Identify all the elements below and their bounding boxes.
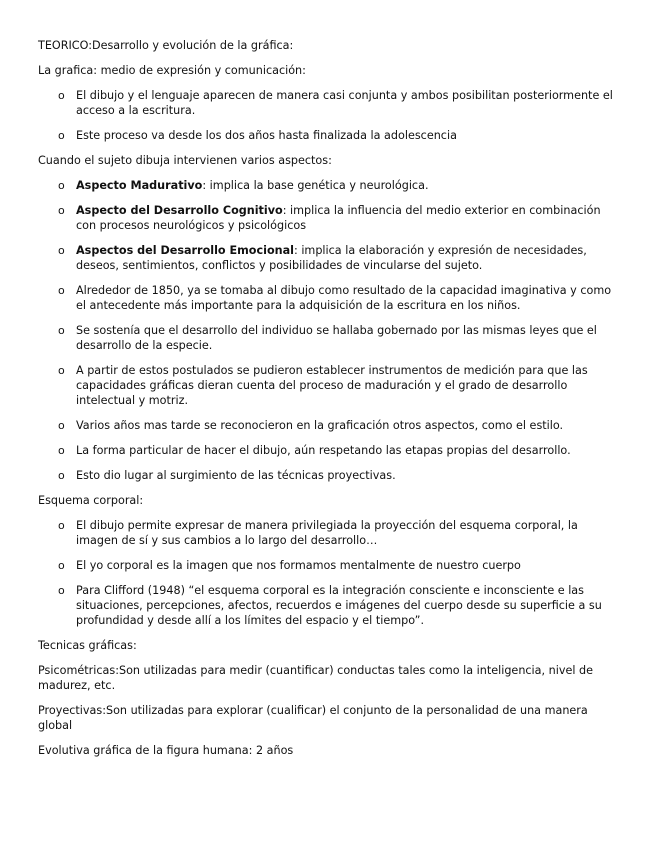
bullet-circle-icon: o (58, 469, 65, 482)
bullet-circle-icon: o (58, 179, 65, 192)
bold-term: Aspecto Madurativo (76, 179, 203, 192)
list-item-text: Esto dio lugar al surgimiento de las técnicas proyectivas. (76, 469, 396, 482)
document-body (38, 38, 620, 768)
list-item-text: El yo corporal es la imagen que nos formamos mentalmente de nuestro cuerpo (76, 559, 521, 572)
list-item-text: : implica la base genética y neurológica. (202, 179, 429, 192)
bullet-circle-icon: o (58, 244, 65, 257)
list-item (58, 178, 620, 193)
list-item-text: Este proceso va desde los dos años hasta finalizada la adolescencia (76, 129, 457, 142)
list-item (58, 583, 620, 628)
paragraph: La grafica: medio de expresión y comunicación: (38, 64, 306, 77)
list-item (58, 418, 620, 433)
list-item-text: A partir de estos postulados se pudieron establecer instrumentos de medición para que las capacidades gráficas dieran cuenta del proceso de maduración y el grado de desarrollo intelectual y motriz. (76, 364, 588, 407)
bullet-list (38, 518, 620, 628)
bullet-list (38, 88, 620, 143)
bullet-circle-icon: o (58, 129, 65, 142)
list-item-text: La forma particular de hacer el dibujo, aún respetando las etapas propias del desarrollo. (76, 444, 571, 457)
bullet-circle-icon: o (58, 559, 65, 572)
list-item (58, 323, 620, 353)
bullet-circle-icon: o (58, 204, 65, 217)
list-item (58, 558, 620, 573)
list-item-text: : implica la influencia del medio exterior en combinación con procesos neurológicos y psicológicos (76, 204, 601, 232)
list-item (58, 88, 620, 118)
bullet-circle-icon: o (58, 419, 65, 432)
list-item-text: : implica la elaboración y expresión de necesidades, deseos, sentimientos, conflictos y posibilidades de vincularse del sujeto. (76, 244, 587, 272)
list-item-text: Se sostenía que el desarrollo del individuo se hallaba gobernado por las mismas leyes que el desarrollo de la especie. (76, 324, 597, 352)
paragraph: Psicométricas:Son utilizadas para medir (cuantificar) conductas tales como la inteligencia, nivel de madurez, etc. (38, 664, 593, 692)
list-item-text: Para Clifford (1948) “el esquema corporal es la integración consciente e inconsciente e las situaciones, percepciones, afectos, recuerdos e imágenes del cuerpo desde su superficie a su profundidad y desde allí a los límites del espacio y el tiempo”. (76, 584, 602, 627)
bullet-circle-icon: o (58, 584, 65, 597)
bullet-circle-icon: o (58, 284, 65, 297)
bullet-circle-icon: o (58, 324, 65, 337)
bold-term: Aspecto del Desarrollo Cognitivo (76, 204, 283, 217)
list-item-text: Alrededor de 1850, ya se tomaba al dibujo como resultado de la capacidad imaginativa y como el antecedente más importante para la adquisición de la escritura en los niños. (76, 284, 612, 312)
bullet-circle-icon: o (58, 364, 65, 377)
paragraph: Proyectivas:Son utilizadas para explorar (cualificar) el conjunto de la personalidad de una manera global (38, 704, 588, 732)
bullet-circle-icon: o (58, 519, 65, 532)
paragraph: Cuando el sujeto dibuja intervienen varios aspectos: (38, 154, 332, 167)
list-item (58, 518, 620, 548)
list-item (58, 468, 620, 483)
list-item (58, 363, 620, 408)
bullet-circle-icon: o (58, 444, 65, 457)
list-item (58, 243, 620, 273)
list-item-text: El dibujo permite expresar de manera privilegiada la proyección del esquema corporal, la imagen de sí y sus cambios a lo largo del desarrollo… (76, 519, 578, 547)
bold-term: Aspectos del Desarrollo Emocional (76, 244, 294, 257)
list-item (58, 443, 620, 458)
list-item (58, 203, 620, 233)
paragraph: Tecnicas gráficas: (38, 639, 137, 652)
list-item (58, 283, 620, 313)
list-item-text: El dibujo y el lenguaje aparecen de manera casi conjunta y ambos posibilitan posteriormente el acceso a la escritura. (76, 89, 613, 117)
paragraph: Evolutiva gráfica de la figura humana: 2 años (38, 744, 294, 757)
paragraph: TEORICO:Desarrollo y evolución de la gráfica: (38, 39, 294, 52)
list-item-text: Varios años mas tarde se reconocieron en la graficación otros aspectos, como el estilo. (76, 419, 564, 432)
paragraph: Esquema corporal: (38, 494, 144, 507)
bullet-list (38, 178, 620, 483)
list-item (58, 128, 620, 143)
bullet-circle-icon: o (58, 89, 65, 102)
